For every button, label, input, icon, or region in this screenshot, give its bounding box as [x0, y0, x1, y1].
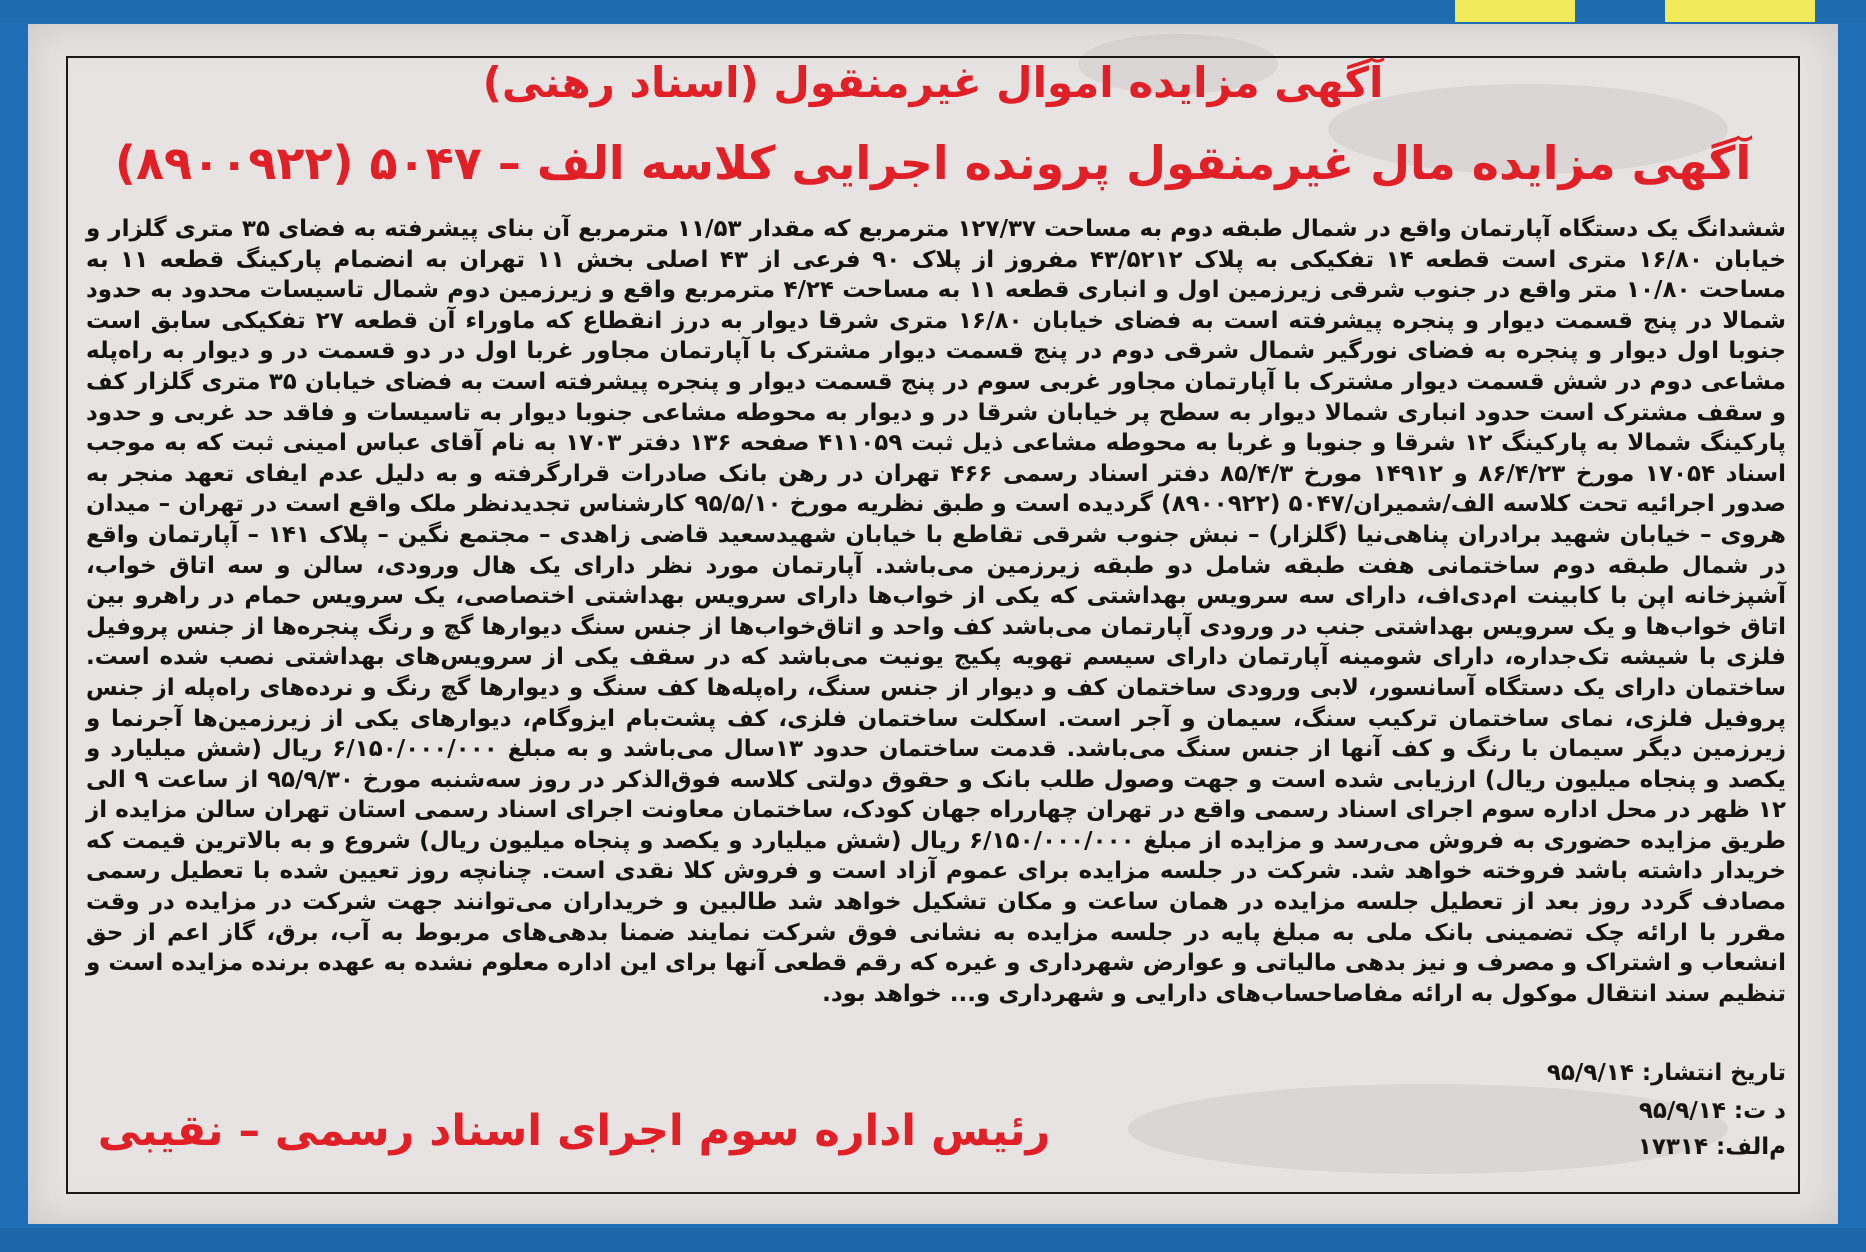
- dt-date: د ت: ۹۵/۹/۱۴: [1638, 1098, 1786, 1124]
- notice-body: ششدانگ یک دستگاه آپارتمان واقع در شمال طبقه دوم به مساحت ۱۲۷/۳۷ مترمربع که مقدار ۱۱/۵۳ مترمربع آن بنای پیشرفته به فضای ۳۵ متری گلزار و خیابان ۱۶/۸۰ متری است قطعه ۱۴ تفکیکی به پلاک ۴۳/۵۲۱۲ مفروز از پلاک ۹۰ فرعی از ۴۳ اصلی بخش ۱۱ تهران به انضمام پارکینگ قطعه ۱۱ به مساحت ۱۰/۸۰ متر واقع در جنوب شرقی زیرزمین اول و انباری قطعه ۱۱ به مساحت ۴/۲۴ مترمربع واقع و زیرزمین دوم شمال تاسیسات محدود به حدود شمالا در پنج قسمت دیوار و پنجره پیشرفته است به فضای خیابان ۱۶/۸۰ متری شرقا دیوار به درز انقطاع که ماوراء آن قطعه ۲۷ تفکیکی سابق است جنوبا اول دیوار و پنجره به فضای نورگیر شمال شرقی دوم در پنج قسمت دیوار مشترک با آپارتمان مجاور غربا اول در دو قسمت در و دیوار به راه‌پله مشاعی دوم در شش قسمت دیوار مشترک با آپارتمان مجاور غربی سوم در پنج قسمت دیوار و پنجره پیشرفته است به فضای خیابان ۳۵ متری گلزار کف و سقف مشترک است حدود انباری شمالا دیوار به سطح پر خیابان شرقا در و دیوار به محوطه مشاعی جنوبا دیوار به تاسیسات و فاقد حد غربی و حدود پارکینگ شمالا به پارکینگ ۱۲ شرقا و جنوبا و غربا به محوطه مشاعی ذیل ثبت ۴۱۱۰۵۹ صفحه ۱۳۶ دفتر ۱۷۰۳ به نام آقای عباس امینی ثبت که به موجب اسناد ۱۷۰۵۴ مورخ ۸۶/۴/۲۳ و ۱۴۹۱۲ مورخ ۸۵/۴/۳ دفتر اسناد رسمی ۴۶۶ تهران در رهن بانک صادرات قرارگرفته و به دلیل عدم ایفای تعهد منجر به صدور اجرائیه تحت کلاسه الف/شمیران/۵۰۴۷ (۸۹۰۰۹۲۲) گردیده است و طبق نظریه مورخ ۹۵/۵/۱۰ کارشناس تجدیدنظر ملک واقع است در تهران – میدان هروی – خیابان شهید برادران پناهی‌نیا (گلزار) – نبش جنوب شرقی تقاطع با خیابان شهیدسعید قاضی زاهدی – مجتمع نگین – پلاک ۱۴۱ – آپارتمان واقع در شمال طبقه دوم ساختمانی هفت طبقه شامل دو طبقه زیرزمین می‌باشد. آپارتمان مورد نظر دارای یک هال ورودی، سالن و سه اتاق خواب، آشپزخانه اپن با کابینت ام‌دی‌اف، دارای سه سرویس بهداشتی که یکی از خواب‌ها دارای سرویس بهداشتی اختصاصی، یک سرویس حمام در راهرو بین اتاق خواب‌ها و یک سرویس بهداشتی جنب در ورودی آپارتمان می‌باشد کف واحد و اتاق‌خواب‌ها از جنس سنگ دیوارها گچ و رنگ پنجره‌ها از جنس پروفیل فلزی با شیشه تک‌جداره، دارای شومینه آپارتمان دارای سیسم تهویه پکیج یونیت می‌باشد که در سقف یکی از سرویس‌های بهداشتی نصب شده است. ساختمان دارای یک دستگاه آسانسور، لابی ورودی ساختمان کف و دیوار از جنس سنگ، راه‌پله‌ها کف سنگ و دیوارها گچ رنگ و نرده‌های راه‌پله از جنس پروفیل فلزی، نمای ساختمان ترکیب سنگ، سیمان و آجر است. اسکلت ساختمان فلزی، کف پشت‌بام ایزوگام، دیوارهای یکی از زیرزمین‌ها آجرنما و زیرزمین دیگر سیمان با رنگ و کف آنها از جنس سنگ می‌باشد. قدمت ساختمان حدود ۱۳سال می‌باشد و به مبلغ ۶/۱۵۰/۰۰۰/۰۰۰ ریال (شش میلیارد و یکصد و پنجاه میلیون ریال) ارزیابی شده است و جهت وصول طلب بانک و حقوق دولتی کلاسه فوق‌الذکر در روز سه‌شنبه مورخ ۹۵/۹/۳۰ از ساعت ۹ الی ۱۲ ظهر در محل اداره سوم اجرای اسناد رسمی واقع در تهران چهارراه جهان کودک، ساختمان معاونت اجرای اسناد رسمی استان تهران سالن مزایده از طریق مزایده حضوری به فروش می‌رسد و مزایده از مبلغ ۶/۱۵۰/۰۰۰/۰۰۰ ریال (شش میلیارد و یکصد و پنجاه میلیون ریال) شروع و به بالاترین قیمت که خریدار داشته باشد فروخته خواهد شد. شرکت در جلسه مزایده برای عموم آزاد است و فروش کلا نقدی است. چنانچه روز تعیین شده با تعطیل رسمی مصادف گردد روز بعد از تعطیل جلسه مزایده در همان ساعت و مکان تشکیل خواهد شد طالبین و خریداران می‌توانند جهت شرکت در مزایده در وقت مقرر با ارائه چک تضمینی بانک ملی به مبلغ پایه در جلسه مزایده به نشانی فوق شرکت نمایند ضمنا بدهی‌های مربوط به آب، برق، گاز اعم از حق انشعاب و اشتراک و مصرف و نیز بدهی مالیاتی و عوارض شهرداری و غیره که رقم قطعی آنها برای این اداره معلوم نشده به عهده برنده مزایده است و تنظیم سند انتقال موکول به ارائه مفاصاحساب‌های دارایی و شهرداری و... خواهد بود.: [86, 216, 1787, 1007]
- publish-date: تاریخ انتشار: ۹۵/۹/۱۴: [1546, 1060, 1786, 1086]
- yellow-block: [1665, 0, 1815, 22]
- top-color-strip: [0, 0, 1866, 22]
- bottom-color-strip: [0, 1228, 1866, 1252]
- notice-subtitle: آگهی مزایده مال غیرمنقول پرونده اجرایی کلاسه الف – ۵۰۴۷ (۸۹۰۰۹۲۲): [114, 136, 1752, 190]
- malef-number: م‌الف: ۱۷۳۱۴: [1637, 1134, 1786, 1160]
- yellow-block: [1455, 0, 1575, 22]
- notice-title: آگهی مزایده اموال غیرمنقول (اسناد رهنی): [482, 58, 1384, 107]
- signature-line: رئیس اداره سوم اجرای اسناد رسمی – نقیبی: [97, 1106, 1051, 1156]
